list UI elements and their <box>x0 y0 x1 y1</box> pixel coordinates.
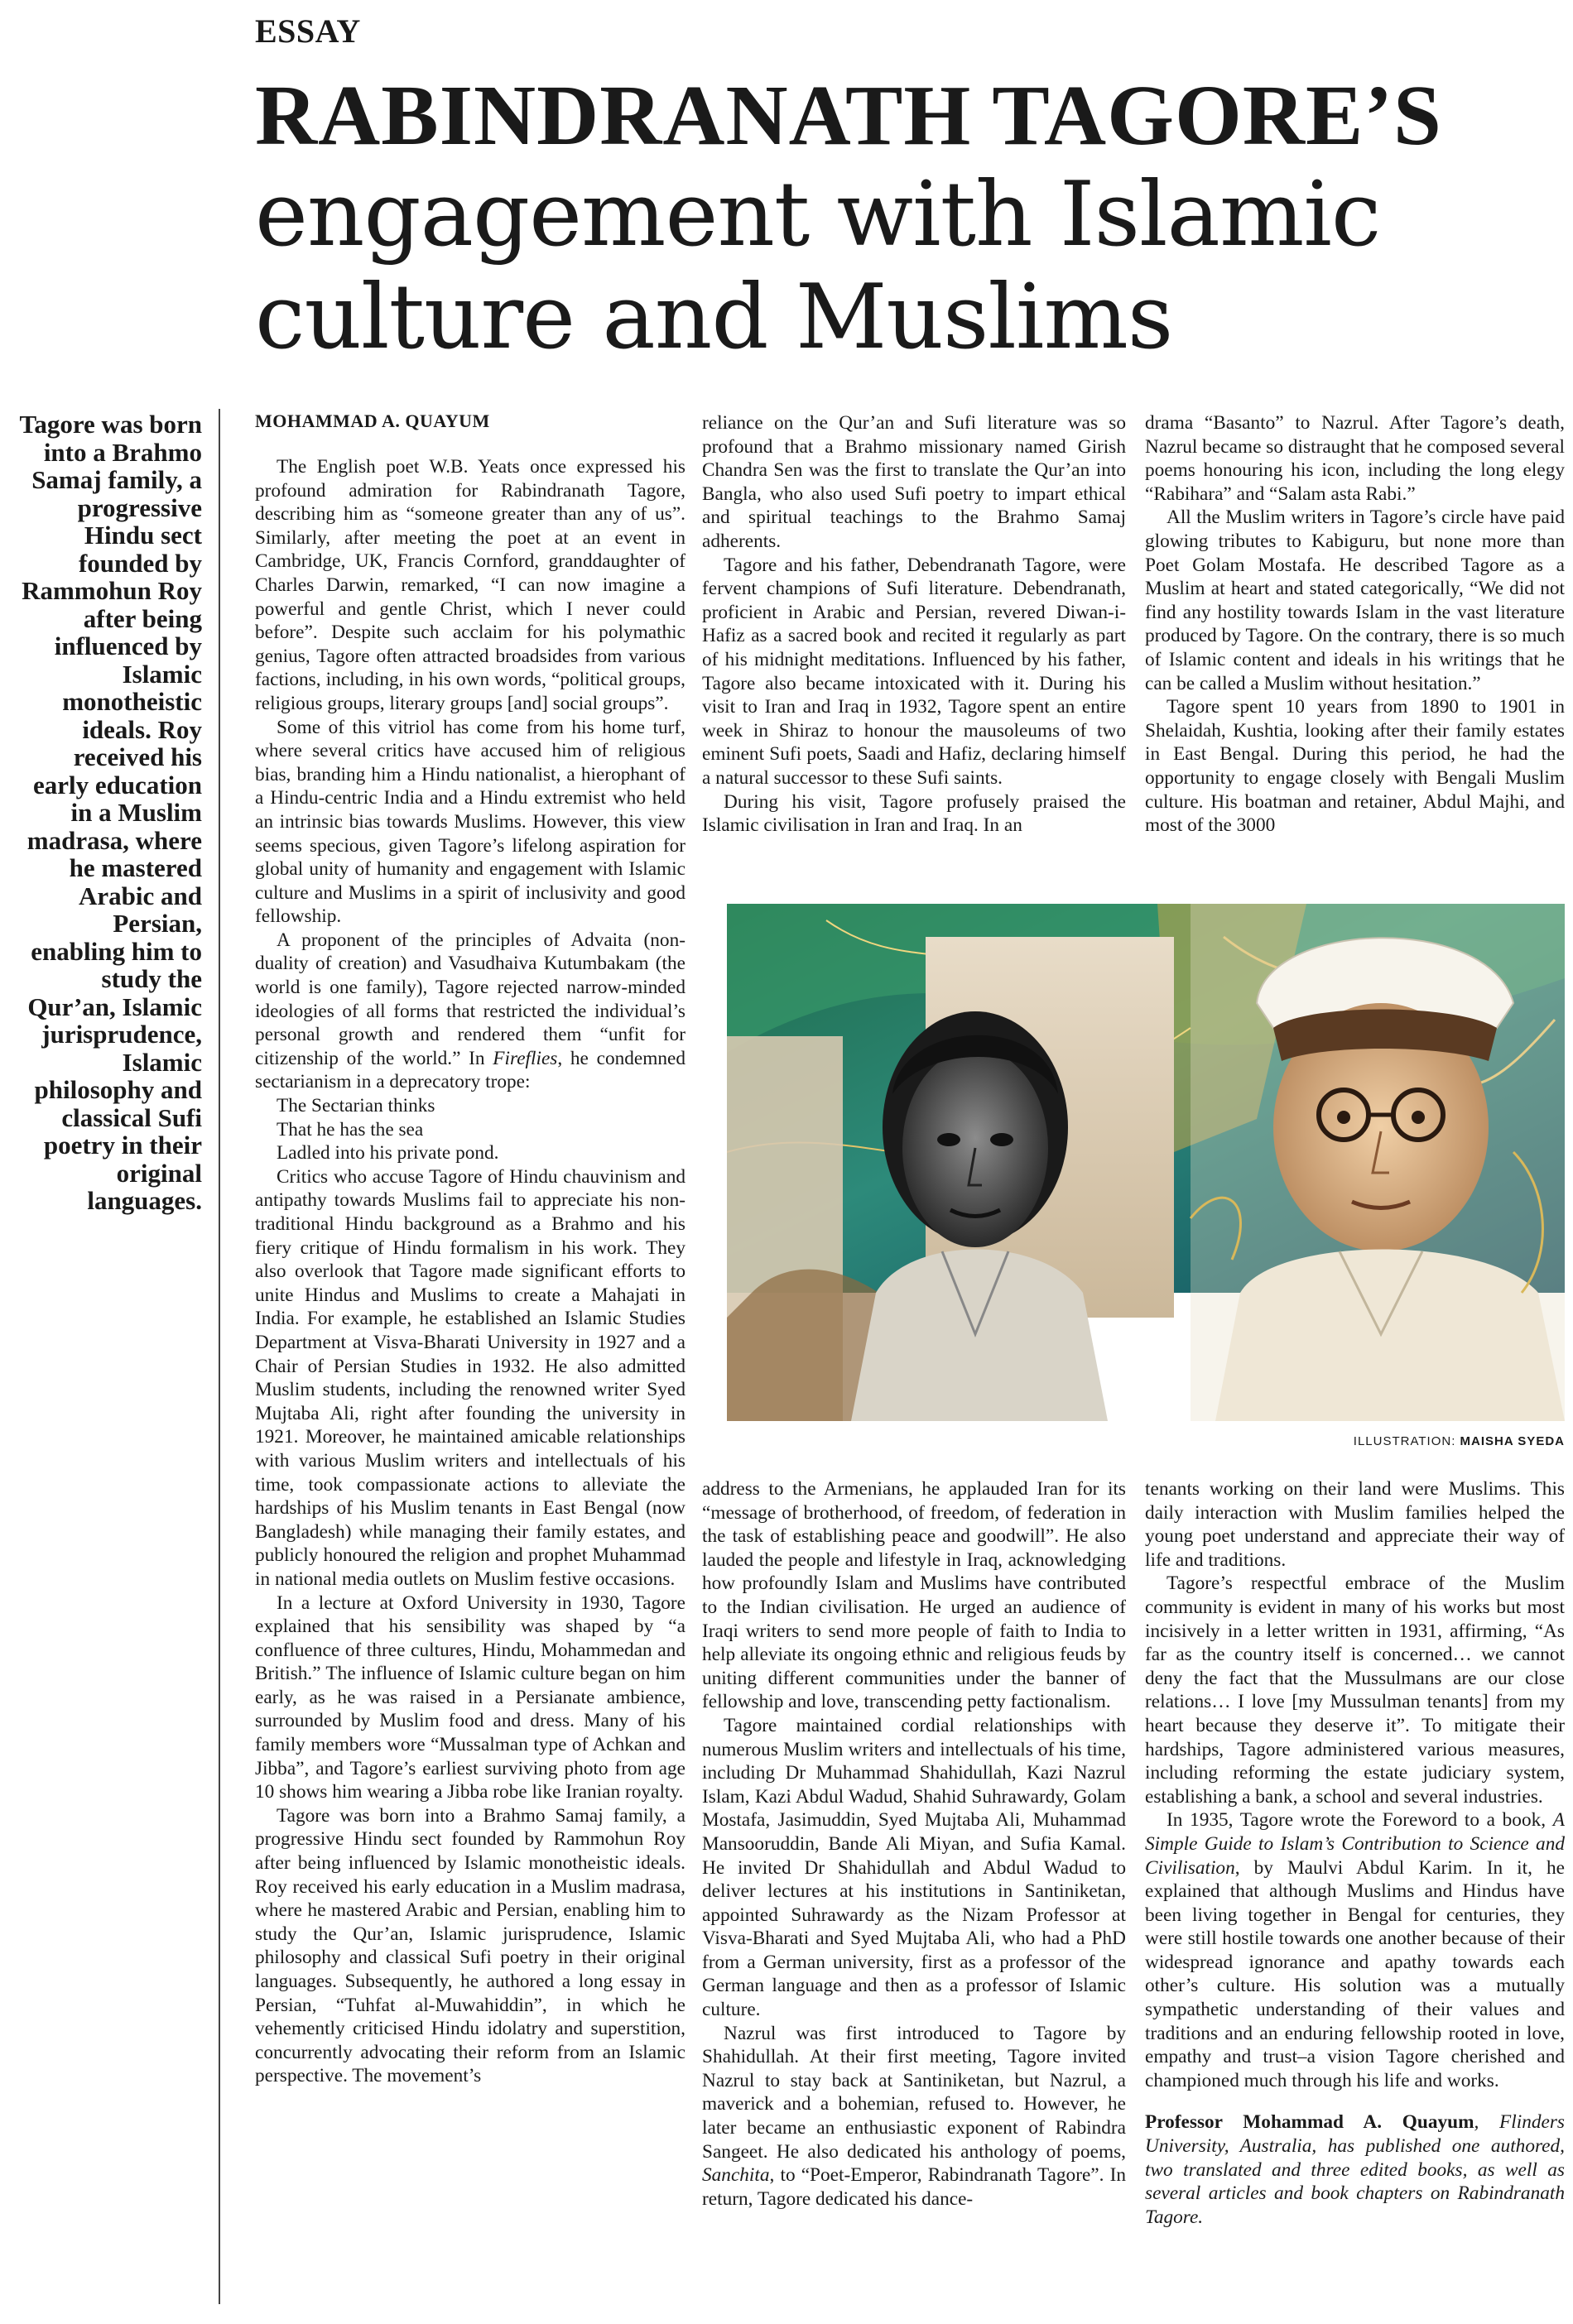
text: In 1935, Tagore wrote the Foreword to a book, <box>1167 1809 1547 1832</box>
author-bio-text: , Flinders University, Australia, has published one authored, two translated and three edited books, as well as several articles and book chapters on Rabindranath Tagore. <box>1145 2111 1565 2228</box>
paragraph: Tagore spent 10 years from 1890 to 1901 in Shelaidah, Kushtia, looking after their family estates in East Bengal. During this period, he had the opportunity to engage closely with Bengali Muslim culture. His boatman and retainer, Abdul Majhi, and most of the 3000 <box>1145 696 1565 837</box>
headline-line-2: engagement with Islamic culture and Muslims <box>255 163 1381 369</box>
text: , to “Poet-Emperor, Rabindranath Tagore”. In return, Tagore dedicated his dance- <box>702 2164 1126 2210</box>
paragraph: reliance on the Qur’an and Sufi literature was so profound that a Brahmo missionary named Girish Chandra Sen was the first to translate the Qur’an into Bangla, who also used Sufi poetry to impart ethical and spiritual teachings to the Brahmo Samaj adherents. <box>702 412 1126 552</box>
paragraph: drama “Basanto” to Nazrul. After Tagore’s death, Nazrul became so distraught that he composed several poems honouring his icon, including the long elegy “Rabihara” and “Salam asta Rabi.” <box>1145 412 1565 505</box>
verse-line: Ladled into his private pond. <box>277 1142 499 1164</box>
paragraph: Tagore’s respectful embrace of the Muslim community is evident in many of his works but most incisively in a letter written in 1931, affirming, “As far as the country itself is concerned… we cannot deny the fact that the Mussulmans are our close relations… I love [my Mussulman tenants] from my heart because they deserve it”. To mitigate their hardships, Tagore administered various measures, including reforming the estate judiciary system, establishing a bank, a school and several industries. <box>1145 1573 1565 1808</box>
column-rule <box>219 409 220 2304</box>
paragraph: In a lecture at Oxford University in 1930, Tagore explained that his sensibility was shaped by “a confluence of three cultures, Hindu, Mohammedan and British.” The influence of Islamic culture began on him early, as he was raised in a Persianate ambience, surrounded by Muslim food and dress. Many of his family members wore “Mussalman type of Achkan and Jibba”, and Tagore’s earliest surviving photo from age 10 shows him wearing a Jibba robe like Iranian royalty. <box>255 1592 685 1803</box>
paragraph: The English poet W.B. Yeats once expressed his profound admiration for Rabindranath Tagore, describing him as “someone greater than any of us”. Similarly, after meeting the poet at an event in Cambridge, UK, Francis Cornford, granddaughter of Charles Darwin, remarked, “I can now imagine a powerful and gentle Christ, which I never could before”. Despite such acclaim for his polymathic genius, Tagore often attracted broadsides from various factions, including, in his own words, “political groups, religious groups, literary groups [and] social groups”. <box>255 456 685 714</box>
book-title: A Simple Guide to Islam’s Contribution to Science and Civilisation <box>1145 1809 1565 1879</box>
paragraph: Tagore and his father, Debendranath Tagore, were fervent champions of Sufi literature. Debendranath, proficient in Arabic and Persian, revered Diwan-i-Hafiz as a sacred book and recited it regularly as part of his midnight meditations. Influenced by his father, Tagore also became intoxicated with it. During his visit to Iran and Iraq in 1932, Tagore spent an entire week in Shiraz to honour the mausoleums of two eminent Sufi poets, Saadi and Hafiz, declaring himself a natural successor to these Sufi saints. <box>702 554 1126 789</box>
paragraph: All the Muslim writers in Tagore’s circle have paid glowing tributes to Kabiguru, but none more than Poet Golam Mostafa. He described Tagore as a Muslim at heart and stated categorically, “We did not find any hostility towards Islam in the vast literature produced by Tagore. On the contrary, there is so much of Islamic content and ideals in his writings that he can be called a Muslim without hesitation.” <box>1145 507 1565 694</box>
article-column-1 <box>255 455 685 2088</box>
text: A proponent of the principles of Advaita (non-duality of creation) and Vasudhaiva Kutumbakam (the world is one family), Tagore rejected narrow-minded ideologies of all forms that restricted the individual’s personal growth and rendered them “unfit for citizenship of the world.” In <box>255 929 685 1069</box>
text: , by Maulvi Abdul Karim. In it, he explained that although Muslims and Hindus have been living together in Bengal for centuries, they were still hostile towards one another because of their widespread ignorance and apathy towards each other’s culture. His solution was a mutually sympathetic understanding of their values and traditions and an enduring fellowship rooted in love, empathy and trust–a vision Tagore cherished and championed much through his life and works. <box>1145 1856 1565 2091</box>
credit-label: ILLUSTRATION: <box>1353 1434 1456 1448</box>
book-title: Fireflies <box>493 1047 558 1069</box>
article-column-2-bottom <box>702 1477 1126 2211</box>
article-column-2-top <box>702 411 1126 838</box>
pull-quote: Tagore was born into a Brahmo Samaj family, a progressive Hindu sect founded by Rammohun Roy after being influenced by Islamic monotheistic ideals. Roy received his early education in a Muslim madrasa, where he mastered Arabic and Persian, enabling him to study the Qur’an, Islamic jurisprudence, Islamic philosophy and classical Sufi poetry in their original languages. <box>19 410 202 1215</box>
paragraph: Some of this vitriol has come from his home turf, where several critics have accused him of religious bias, branding him a Hindu nationalist, a hierophant of a Hindu-centric India and a Hindu extremist who held an intrinsic bias towards Muslims. However, this view seems specious, given Tagore’s lifelong aspiration for global unity of humanity and engagement with Islamic culture and Muslims in a spirit of inclusivity and good fellowship. <box>255 716 685 928</box>
section-kicker: ESSAY <box>255 12 361 50</box>
verse-line: The Sectarian thinks <box>277 1095 435 1117</box>
verse-line: That he has the sea <box>277 1118 424 1140</box>
article-column-3-bottom <box>1145 1477 1565 2229</box>
credit-artist: MAISHA SYEDA <box>1460 1434 1565 1448</box>
text: Nazrul was first introduced to Tagore by Shahidullah. At their first meeting, Tagore invited Nazrul to stay back at Santiniketan, but Nazrul, a maverick and a bohemian, refused to. However, he later became an enthusiastic exponent of Rabindra Sangeet. He also dedicated his anthology of poems, <box>702 2022 1126 2163</box>
article-column-3-top <box>1145 411 1565 838</box>
text: , he condemned sectarianism in a deprecatory trope: <box>255 1047 685 1093</box>
illustration-credit <box>993 1434 1565 1448</box>
paragraph <box>702 2022 1126 2211</box>
byline: MOHAMMAD A. QUAYUM <box>255 411 490 431</box>
paragraph: During his visit, Tagore profusely praised the Islamic civilisation in Iran and Iraq. In an <box>702 790 1126 837</box>
author-bio-name: Professor Mohammad A. Quayum <box>1145 2111 1474 2134</box>
paragraph <box>255 929 685 1094</box>
paragraph: Tagore was born into a Brahmo Samaj family, a progressive Hindu sect founded by Rammohun Roy after being influenced by Islamic monotheistic ideals. Roy received his early education in a Muslim madrasa, where he mastered Arabic and Persian, enabling him to study the Qur’an, Islamic jurisprudence, Islamic philosophy and classical Sufi poetry in their original languages. Subsequently, he authored a long essay in Persian, “Tuhfat al-Muwahiddin”, in which he vehemently criticised Hindu idolatry and superstition, concurrently advocating their reform from an Islamic perspective. The movement’s <box>255 1804 685 2087</box>
illustration <box>727 904 1565 1421</box>
paragraph: Critics who accuse Tagore of Hindu chauvinism and antipathy towards Muslims fail to appreciate his non-traditional Hindu background as a Brahmo and his fiery critique of Hindu formalism in his work. They also overlook that Tagore made significant efforts to unite Hindus and Muslims to create a Mahajati in India. For example, he established an Islamic Studies Department at Visva-Bharati University in 1927 and a Chair of Persian Studies in 1932. He also admitted Muslim students, including the renowned writer Syed Mujtaba Ali, right after founding the university in 1921. Moreover, he maintained amicable relationships with various Muslim writers and intellectuals of his time, took compassionate actions to alleviate the hardships of his Muslim tenants in East Bengal (now Bangladesh) while managing their family estates, and publicly honoured the religion and prophet Muhammad in national media outlets on Muslim festive occasions. <box>255 1165 685 1590</box>
paragraph: address to the Armenians, he applauded Iran for its “message of brotherhood, of freedom, of federation in the task of establishing peace and goodwill”. He also lauded the people and lifestyle in Iraq, acknowledging how profoundly Islam and Muslims have contributed to the Indian civilisation. He urged an audience of Iraqi writers to send more people of faith to India to help alleviate its ongoing ethnic and religious feuds by uniting different communities under the banner of fellowship and love, transcending petty factionalism. <box>702 1478 1126 1713</box>
headline-line-1: RABINDRANATH TAGORE’S <box>255 68 1442 163</box>
paragraph <box>1145 1808 1565 2092</box>
paragraph: Tagore maintained cordial relationships with numerous Muslim writers and intellectuals of his time, including Dr Muhammad Shahidullah, Kazi Nazrul Islam, Kazi Abdul Wadud, Shahid Suhrawardy, Golam Mostafa, Jasimuddin, Syed Mujtaba Ali, Muhammad Mansooruddin, Bande Ali Miyan, and Sufia Kamal. He invited Dr Shahidullah and Abdul Wadud to deliver lectures at his institutions in Santiniketan, appointed Suhrawardy as the Nizam Professor at Visva-Bharati and Syed Mujtaba Ali, who had a PhD from a German university, first as a professor of the German language and then as a professor of Islamic culture. <box>702 1714 1126 2021</box>
paragraph: tenants working on their land were Muslims. This daily interaction with Muslim families helped the young poet understand and appreciate their way of life and traditions. <box>1145 1478 1565 1571</box>
author-bio <box>1145 2110 1565 2229</box>
book-title: Sanchita <box>702 2164 770 2187</box>
